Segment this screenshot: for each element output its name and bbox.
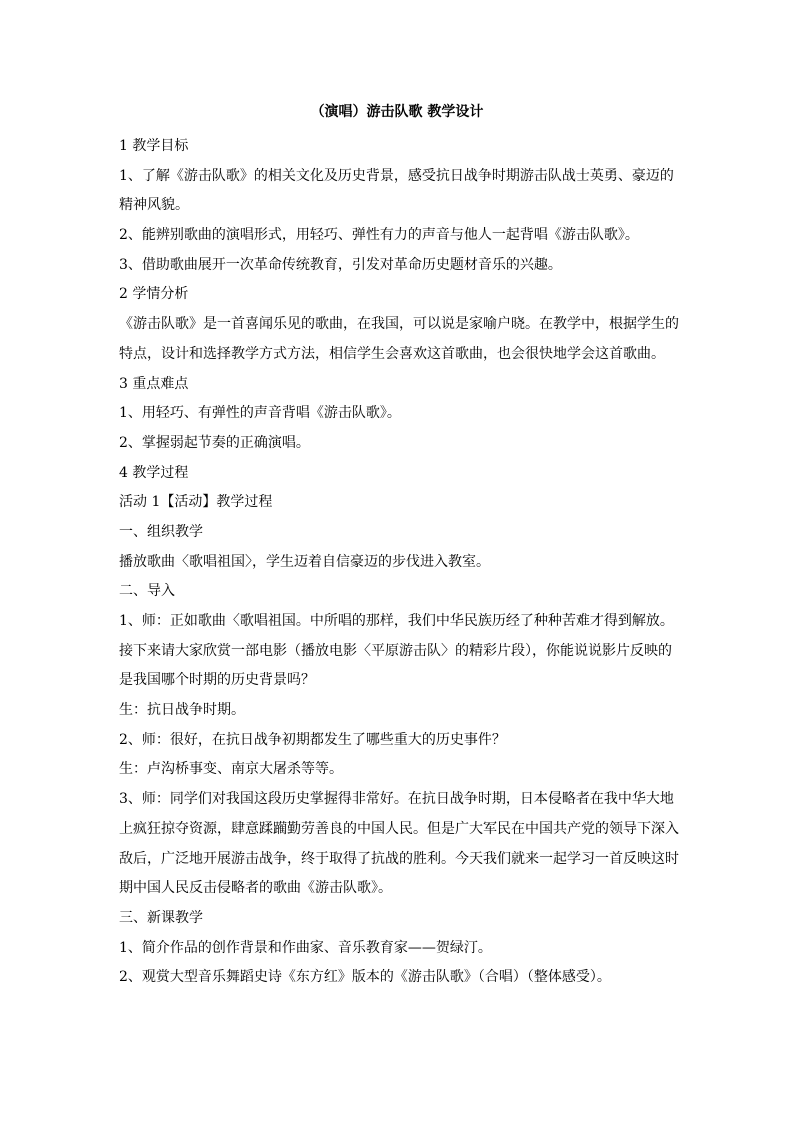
paragraph-line: 播放歌曲〈歌唱祖国〉，学生迈着自信豪迈的步伐进入教室。 bbox=[119, 553, 490, 570]
paragraph-line: 2、师：很好，在抗日战争初期都发生了哪些重大的历史事件？ bbox=[119, 731, 506, 748]
paragraph-line: 2、观赏大型音乐舞蹈史诗《东方红》版本的《游击队歌》（合唱）（整体感受）。 bbox=[119, 969, 611, 986]
paragraph-line: 是我国哪个时期的历史背景吗？ bbox=[119, 672, 315, 689]
paragraph-line: 3、师：同学们对我国这段历史掌握得非常好。在抗日战争时期，日本侵略者在我中华大地 bbox=[119, 791, 674, 808]
paragraph-line: 生：抗日战争时期。 bbox=[119, 702, 245, 719]
paragraph-line: 3、借助歌曲展开一次革命传统教育，引发对革命历史题材音乐的兴趣。 bbox=[119, 256, 562, 273]
subsection-heading: 二、导入 bbox=[119, 583, 175, 600]
paragraph-line: 1、简介作品的创作背景和作曲家、音乐教育家——贺绿汀。 bbox=[119, 939, 492, 956]
paragraph-line: 2、掌握弱起节奏的正确演唱。 bbox=[119, 434, 310, 451]
subsection-heading: 一、组织教学 bbox=[119, 523, 203, 540]
paragraph-line: 2、能辨别歌曲的演唱形式，用轻巧、弹性有力的声音与他人一起背唱《游击队歌》。 bbox=[119, 227, 639, 244]
paragraph-line: 敌后，广泛地开展游击战争，终于取得了抗战的胜利。今天我们就来一起学习一首反映这时 bbox=[119, 850, 679, 867]
paragraph-line: 上疯狂掠夺资源，肆意蹂躏勤劳善良的中国人民。但是广大军民在中国共产党的领导下深入 bbox=[119, 820, 679, 837]
paragraph-line: 特点，设计和选择教学方式方法，相信学生会喜欢这首歌曲，也会很快地学会这首歌曲。 bbox=[119, 345, 665, 362]
section-heading-key-points: 3 重点难点 bbox=[119, 375, 189, 392]
paragraph-line: 期中国人民反击侵略者的歌曲《游击队歌》。 bbox=[119, 880, 392, 897]
paragraph-line: 接下来请大家欣赏一部电影（播放电影〈平原游击队〉的精彩片段），你能说说影片反映的 bbox=[119, 642, 672, 659]
paragraph-line: 1、用轻巧、有弹性的声音背唱《游击队歌》。 bbox=[119, 405, 401, 422]
section-heading-process: 4 教学过程 bbox=[119, 464, 189, 481]
section-heading-analysis: 2 学情分析 bbox=[119, 286, 189, 303]
paragraph-line: 精神风貌。 bbox=[119, 197, 189, 214]
paragraph-line: 1、师：正如歌曲〈歌唱祖国。中所唱的那样，我们中华民族历经了种种苦难才得到解放。 bbox=[119, 613, 674, 629]
paragraph-line: 1、了解《游击队歌》的相关文化及历史背景，感受抗日战争时期游击队战士英勇、豪迈的 bbox=[119, 167, 674, 184]
document-title: （演唱）游击队歌 教学设计 bbox=[310, 104, 484, 120]
paragraph-line: 生：卢沟桥事变、南京大屠杀等等。 bbox=[119, 761, 343, 778]
paragraph-line: 《游击队歌》是一首喜闻乐见的歌曲，在我国，可以说是家喻户晓。在教学中，根据学生的 bbox=[119, 316, 679, 333]
document-body bbox=[119, 132, 679, 993]
activity-heading: 活动 1【活动】教学过程 bbox=[119, 494, 273, 511]
section-heading-objectives: 1 教学目标 bbox=[119, 138, 189, 154]
subsection-heading: 三、新课教学 bbox=[119, 909, 203, 926]
